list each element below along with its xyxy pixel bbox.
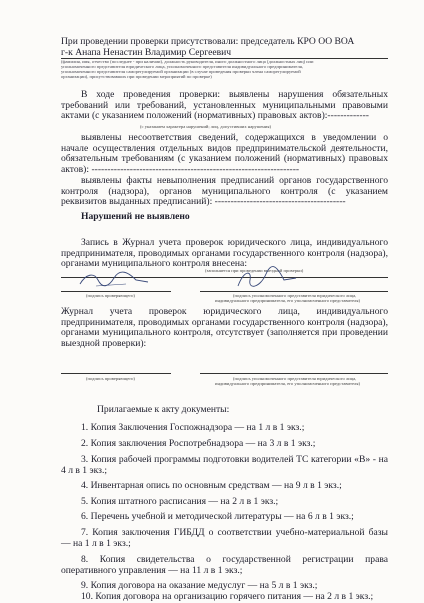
attachment-item-10: 10. Копия договора на организацию горячего питания — на 2 л в 1 экз.; [81, 591, 374, 602]
attachment-item-8: 8. Копия свидетельства о государственной регистрации права оперативного управления — на 11 л в 1 экз.; [61, 554, 388, 576]
violations-caption: (с указанием характера нарушений; лиц, допустивших нарушения) [140, 124, 271, 129]
present-person: г-к Анапа Ненастин Владимир Сергеевич [61, 47, 232, 58]
journal-paragraph-2 [61, 307, 388, 350]
present-caption-3: уполномоченного представителя саморегулируемой организации (в случае проведения проверки члена саморегулируемой [61, 69, 301, 74]
signature2-line-left [61, 373, 171, 374]
violations-text-1: В ходе проведения проверки: выявлены нарушения обязательных требований или требований, установленных муниципальными правовыми актами (с указанием положений (нормативных) правовых актов):------------- [61, 89, 388, 122]
signature-left-caption: (подпись проверяющего) [86, 293, 135, 298]
attachment-item-9: 9. Копия договора на оказание медуслуг — на 5 л в 1 экз.; [81, 580, 318, 591]
signature-right-caption-2: индивидуального предпринимателя, его уполномоченного представителя) [215, 298, 360, 303]
attachments-title: Прилагаемые к акту документы: [97, 404, 230, 415]
signature2-right-caption-2: индивидуального предпринимателя, его уполномоченного представителя) [215, 381, 360, 386]
attachment-item-4: 4. Инвентарная опись по основным средствам — на 9 л в 1 экз.; [81, 480, 342, 491]
journal-text-2: Журнал учета проверок юридического лица, индивидуального предпринимателя, проводимых органами государственного контроля (надзора), органами муниципального контроля, отсутствует (заполняется при проведении выездной проверки): [61, 306, 388, 350]
violations-paragraph-3 [61, 176, 388, 208]
attachment-item-1: 1. Копия Заключения Госпожнадзора — на 1 л в 1 экз.; [81, 422, 305, 433]
no-violations-label: Нарушений не выявлено [81, 211, 190, 222]
present-caption-4: организации), присутствовавших при проведении мероприятий по проверке) [61, 74, 212, 79]
inspector-signature [76, 268, 156, 292]
representative-signature [232, 266, 302, 292]
attachment-item-7: 7. Копия заключения ГИБДД о соответствии учебно-материальной базы — на 1 л в 1 экз.; [61, 527, 388, 549]
violations-paragraph-2 [61, 133, 388, 176]
inspection-present-line [61, 36, 391, 47]
attachment-item-5: 5. Копия штатного расписания — на 2 л в 1 экз.; [81, 496, 279, 507]
signature2-right-caption-1: (подпись уполномоченного представителя юридического лица, [233, 376, 357, 381]
journal-paragraph-1 [61, 238, 388, 270]
violations-text-2: выявлены несоответствия сведений, содержащихся в уведомлении о начале осуществления отдельных видов предпринимательской деятельности, обязательным требованиям (с указанием положений (нормативных) правовых актов): ----------------------------------------------------------------- [61, 132, 388, 176]
present-text: При проведении проверки присутствовали: председатель КРО ОО ВОА [61, 36, 355, 47]
journal-caption: (заполняется при проведении выездной проверки) [205, 268, 304, 273]
signature-right-caption-1: (подпись уполномоченного представителя юридического лица, [233, 293, 357, 298]
attachment-item-3: 3. Копия рабочей программы подготовки водителей ТС категории «В» - на 4 л в 1 экз.; [61, 454, 388, 476]
signature2-line-right [200, 373, 388, 374]
violations-text-3: выявлены факты невыполнения предписаний органов государственного контроля (надзора), органов муниципального контроля (с указанием реквизитов выданных предписаний): ----------------------------------------- [61, 175, 388, 208]
signature-line-right [200, 291, 388, 292]
attachment-item-6: 6. Перечень учебной и методической литературы — на 6 л в 1 экз.; [81, 511, 354, 522]
signature2-left-caption: (подпись проверяющего) [86, 376, 135, 381]
attachment-item-2: 2. Копия заключения Роспотребнадзора — на 3 л в 1 экз.; [81, 438, 316, 449]
present-caption-1: (фамилия, имя, отчество (последнее - при наличии), должность руководителя, иного должностного лица (должностных лиц) или [61, 59, 314, 64]
journal-text-1: Запись в Журнал учета проверок юридического лица, индивидуального предпринимателя, проводимых органами государственного контроля (надзора), органами муниципального контроля внесена: [61, 237, 388, 270]
signature-line-left [61, 291, 171, 292]
present-caption-2: уполномоченного представителя юридического лица, уполномоченного представителя индивидуального предпринимателя, [61, 64, 303, 69]
violations-paragraph-1 [61, 90, 388, 122]
